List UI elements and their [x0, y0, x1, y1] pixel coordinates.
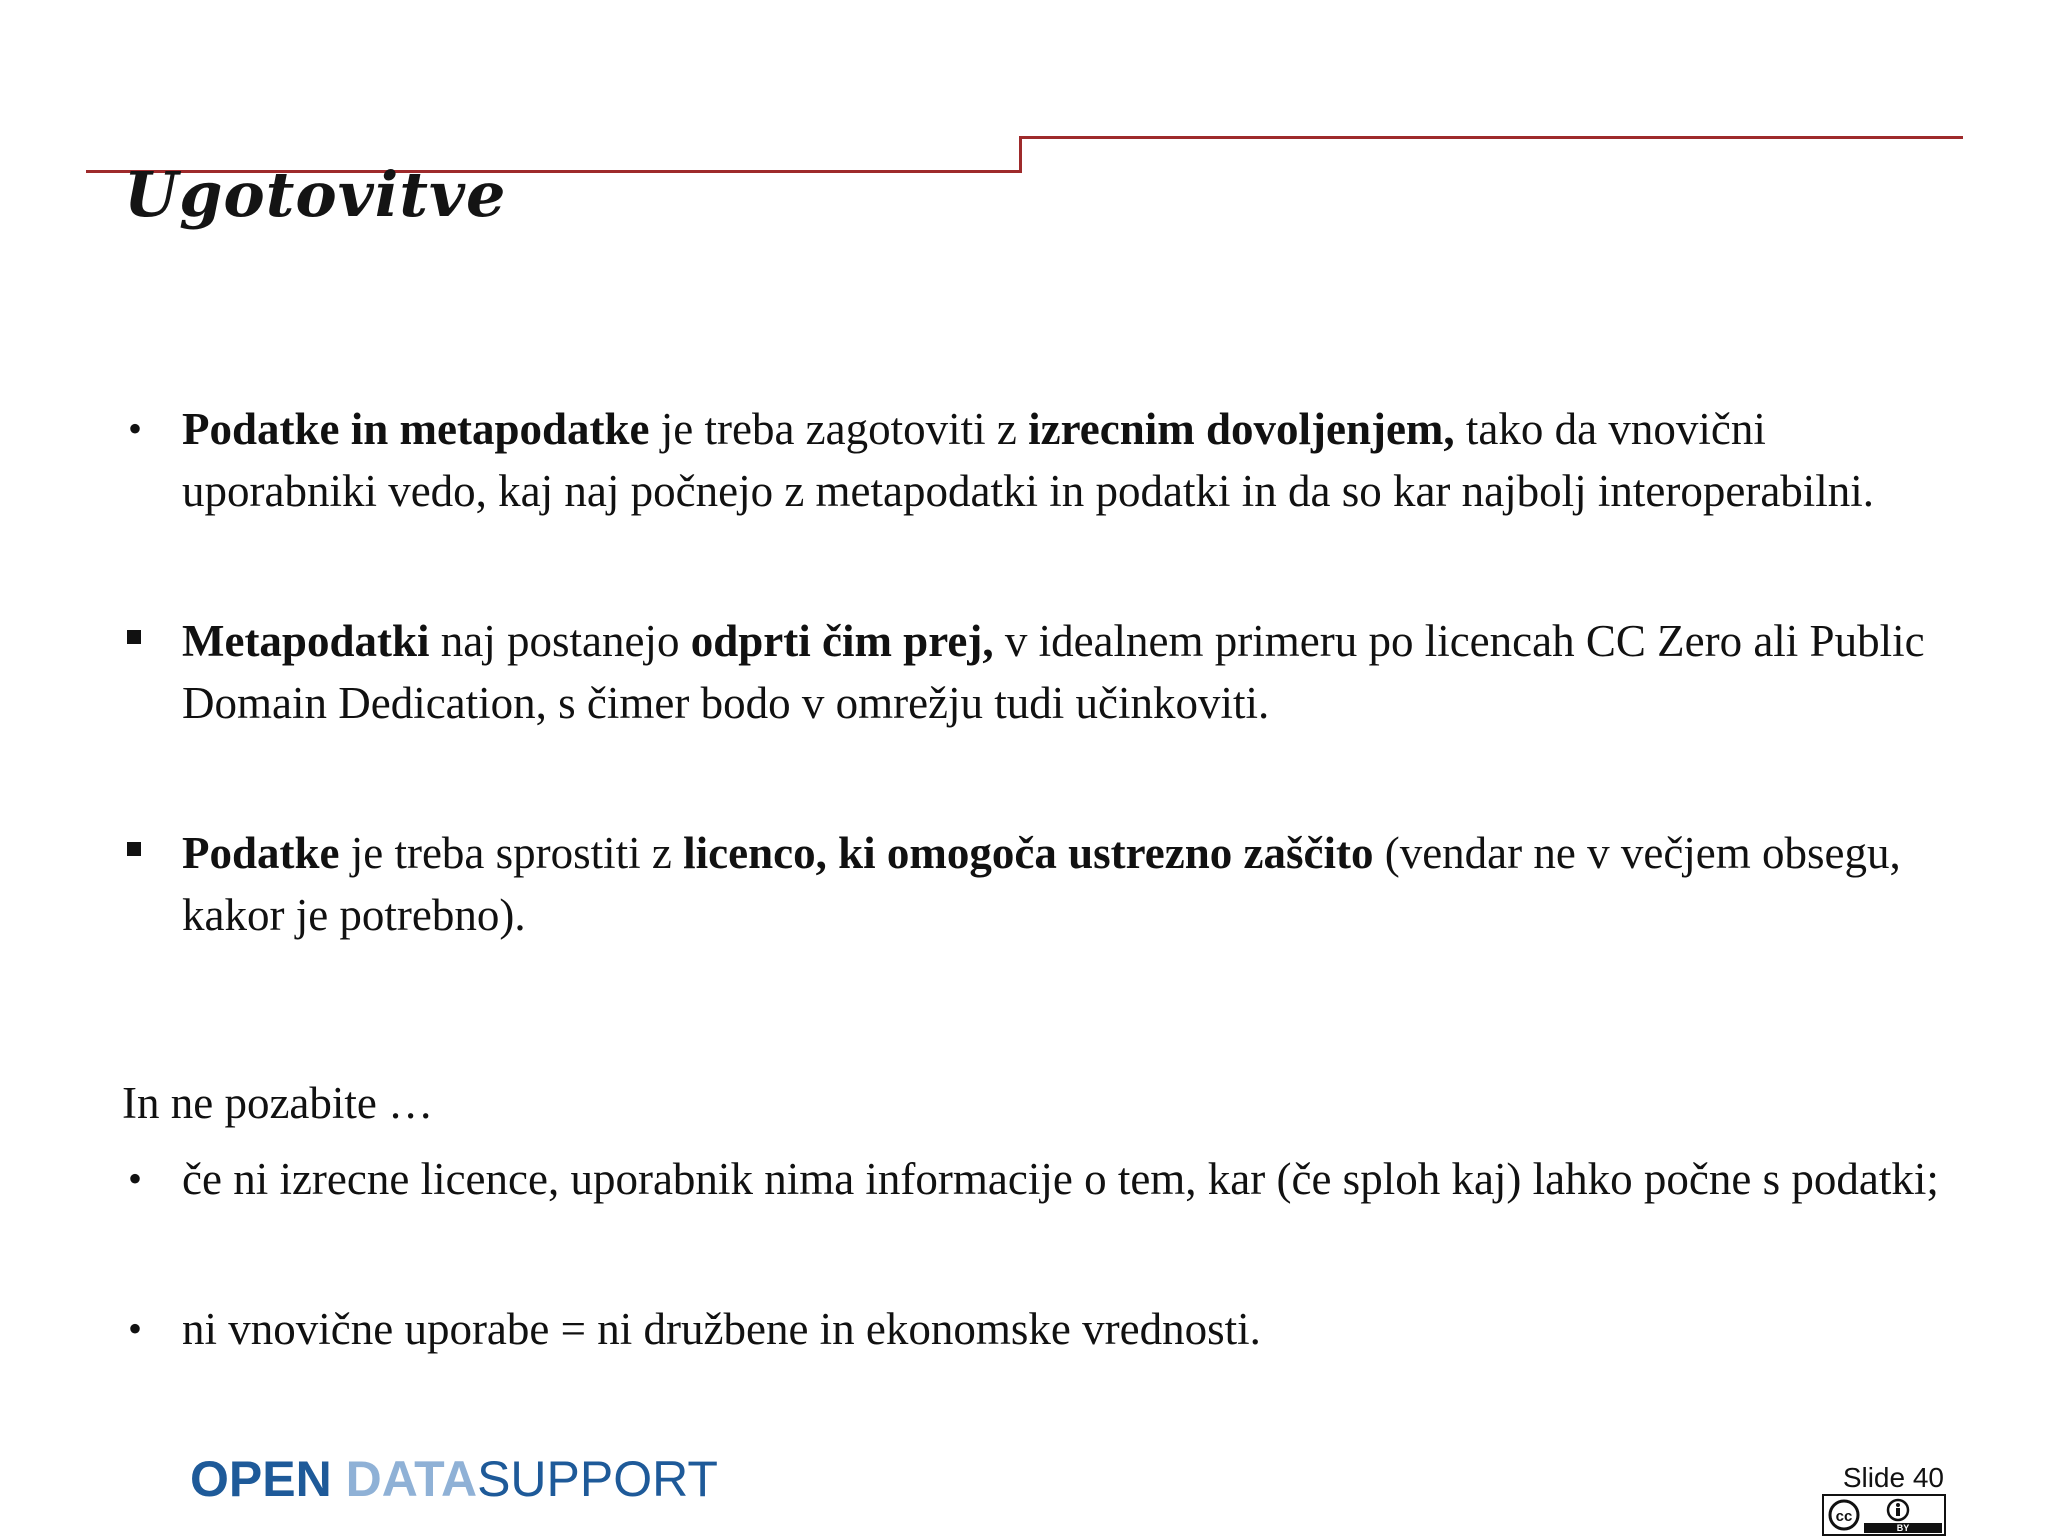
bullet-text: je treba zagotoviti z	[649, 404, 1029, 454]
cc-by-label: BY	[1896, 1523, 1910, 1533]
bullet-marker: •	[127, 1156, 142, 1201]
cc-by-license-graphic	[1824, 1496, 1944, 1534]
bullet-text-bold: izrecnim dovoljenjem,	[1028, 404, 1455, 454]
bullet-text-bold: Podatke	[182, 828, 340, 878]
bullet-text-bold: Podatke in metapodatke	[182, 404, 650, 454]
cc-by-license-icon	[1822, 1494, 1946, 1536]
bullet-text: je treba sprostiti z	[339, 828, 684, 878]
bullet-item-1	[182, 398, 1942, 522]
bullet-text: naj postanejo	[429, 616, 691, 666]
bullet-marker: •	[127, 406, 142, 451]
bullet-text-bold: licenco, ki omogoča ustrezno zaščito	[683, 828, 1374, 878]
logo-word-open: OPEN	[190, 1451, 332, 1507]
bullet-text: v idealnem primeru po licencah CC Zero ali Public Domain Dedication, s čimer bodo v omrežju tudi učinkoviti.	[182, 616, 1925, 728]
bullet-text: (vendar ne v večjem obsegu, kakor je potrebno).	[182, 828, 1901, 940]
reminder-item-2: ni vnovične uporabe = ni družbene in ekonomske vrednosti.	[182, 1304, 1261, 1354]
bullet-item-2	[182, 610, 1942, 734]
logo-word-support: SUPPORT	[477, 1451, 718, 1507]
bullet-text-bold: odprti čim prej,	[690, 616, 994, 666]
header-rule-step	[1019, 136, 1022, 173]
bullet-text-bold: Metapodatki	[182, 616, 430, 666]
logo-word-data: DATA	[345, 1451, 478, 1507]
slide-title: Ugotovitve	[124, 158, 507, 231]
bullet-marker	[127, 630, 141, 644]
bullet-marker	[127, 842, 141, 856]
bullet-item-3	[182, 822, 1942, 946]
slide-number: Slide 40	[1842, 1462, 1944, 1493]
bullet-text: tako da vnovični uporabniki vedo, kaj naj počnejo z metapodatki in podatki in da so kar najbolj interoperabilni.	[182, 404, 1875, 516]
open-data-support-logo	[190, 1450, 718, 1508]
reminder-heading: In ne pozabite …	[122, 1078, 434, 1128]
bullet-marker: •	[127, 1306, 142, 1351]
reminder-item-1: če ni izrecne licence, uporabnik nima informacije o tem, kar (če sploh kaj) lahko počne s podatki;	[182, 1154, 1939, 1204]
header-rule-right	[1019, 136, 1963, 139]
svg-text:cc: cc	[1835, 1508, 1853, 1525]
